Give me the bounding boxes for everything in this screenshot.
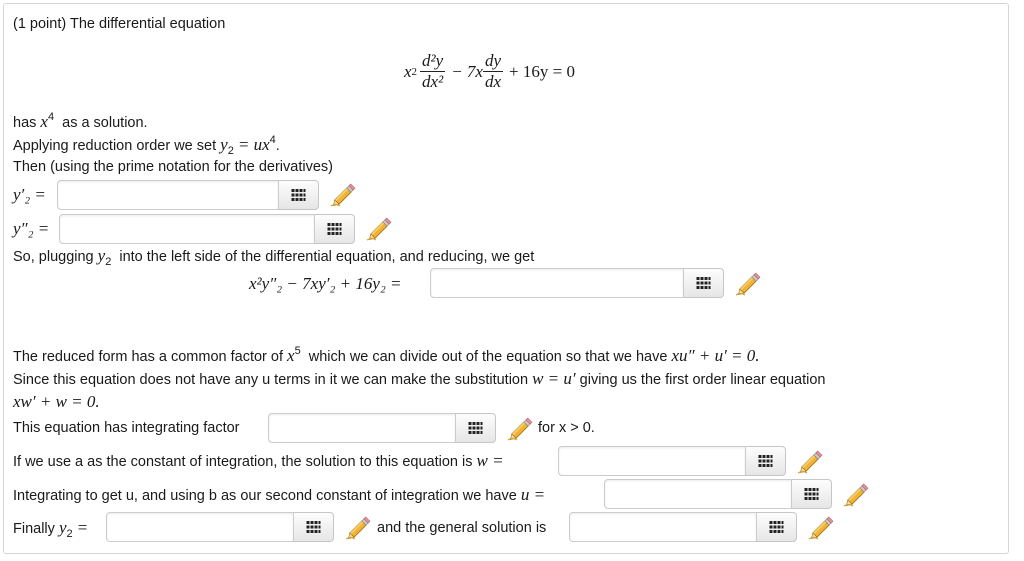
u-solution-input[interactable] xyxy=(604,479,792,509)
pencil-icon[interactable] xyxy=(735,270,763,298)
grid-icon xyxy=(468,422,483,434)
since-sub: w = u′ xyxy=(532,369,576,388)
set-exp: 4 xyxy=(269,134,276,146)
w-solution-palette-button[interactable] xyxy=(746,446,786,476)
y2-prime-label: y′₂ = xyxy=(13,185,46,204)
pencil-icon[interactable] xyxy=(366,215,394,243)
y2-double-prime-palette-button[interactable] xyxy=(315,214,355,244)
since-line xyxy=(13,370,826,389)
grid-icon xyxy=(327,223,342,235)
constant-a-text: If we use a as the constant of integration, the solution to this equation is xyxy=(13,454,473,470)
eq-x: x xyxy=(404,61,412,81)
integrating-u-text: Integrating to get u, and using b as our second constant of integration we have xyxy=(13,488,517,504)
y2-final-palette-button[interactable] xyxy=(294,512,334,542)
y2-sub: 2 xyxy=(227,145,234,157)
integrating-factor-palette-button[interactable] xyxy=(456,413,496,443)
for-x-label: for x > 0. xyxy=(538,420,595,436)
y2-sub-2: 2 xyxy=(105,256,112,268)
pencil-icon[interactable] xyxy=(507,415,535,443)
reduced-lhs-input[interactable] xyxy=(430,268,684,298)
grid-icon xyxy=(758,455,773,467)
y2-sub-3: 2 xyxy=(66,528,73,540)
w-solution-line xyxy=(13,452,504,471)
reduced-form-line: The reduced form has a common factor of $x^5$ which we can divide out of the equation so that we have xu″ + u′ = 0. xyxy=(13,345,760,365)
has-suffix: as a solution. xyxy=(62,115,148,131)
reduced-eq: xu″ + u′ = 0. xyxy=(671,346,760,365)
integrating-factor-input[interactable] xyxy=(268,413,456,443)
integrating-factor-label: This equation has integrating factor xyxy=(13,420,240,436)
y2-prime-palette-button[interactable] xyxy=(279,180,319,210)
plugging-rest: into the left side of the differential equation, and reducing, we get xyxy=(119,249,535,265)
pencil-icon[interactable] xyxy=(330,181,358,209)
set-eq: = ux xyxy=(237,135,270,154)
finally-line: Finally $y_2$ = xyxy=(13,518,89,540)
eq-d2y: d²y xyxy=(422,51,444,70)
lhs-expression: x²y″₂ − 7xy′₂ + 16y₂ = xyxy=(249,274,402,293)
reduced-exp: 5 xyxy=(294,345,301,357)
general-solution-label: and the general solution is xyxy=(377,520,547,536)
grid-icon xyxy=(696,277,711,289)
eq-dx: dx xyxy=(484,72,502,91)
reduced-pre: The reduced form has a common factor of xyxy=(13,349,283,365)
solution-term: x xyxy=(40,112,48,131)
then-line: Then (using the prime notation for the derivatives) xyxy=(13,159,333,175)
finally-text: Finally xyxy=(13,521,55,537)
eq-rest: + 16y = 0 xyxy=(509,61,575,81)
pencil-icon[interactable] xyxy=(808,514,836,542)
since-pre: Since this equation does not have any u terms in it we can make the substitution xyxy=(13,372,529,388)
reduced-post: which we can divide out of the equation so that we have xyxy=(308,349,668,365)
pencil-icon[interactable] xyxy=(843,481,871,509)
applying-text: Applying reduction order we set xyxy=(13,138,217,154)
y2-double-prime-input[interactable] xyxy=(59,214,315,244)
general-solution-input[interactable] xyxy=(569,512,757,542)
since-post: giving us the first order linear equation xyxy=(579,372,826,388)
has-prefix: has xyxy=(13,115,37,131)
first-order-eq: xw′ + w = 0. xyxy=(13,392,100,411)
eq-dydx-frac xyxy=(483,51,503,92)
plugging-text: So, plugging xyxy=(13,249,94,265)
u-solution-palette-button[interactable] xyxy=(792,479,832,509)
pencil-icon[interactable] xyxy=(797,448,825,476)
eq-minus7x: − 7x xyxy=(451,61,483,81)
plugging-line: So, plugging $y_2$ into the left side of the differential equation, and reducing, we get xyxy=(13,246,535,268)
differential-equation: x 2 $\frac{\text{d²y}}{\text{dx²}}$ − 7x $\frac{dy}{dx}$ + 16y = 0 xyxy=(404,51,575,91)
has-solution-line xyxy=(13,113,148,132)
w-solution-input[interactable] xyxy=(558,446,746,476)
eq-dy: dy xyxy=(484,51,502,70)
problem-intro: (1 point) The differential equation xyxy=(13,16,226,32)
u-eq: u = xyxy=(520,485,546,504)
pencil-icon[interactable] xyxy=(345,514,373,542)
reduced-lhs-palette-button[interactable] xyxy=(684,268,724,298)
w-eq: w = xyxy=(476,451,504,470)
eq-d2y-frac xyxy=(420,51,445,92)
applying-line: Applying reduction order we set $y_2 = ux^4$. xyxy=(13,134,280,157)
solution-exp: 4 xyxy=(47,111,55,123)
grid-icon xyxy=(306,521,321,533)
grid-icon xyxy=(291,189,306,201)
general-solution-palette-button[interactable] xyxy=(757,512,797,542)
grid-icon xyxy=(769,521,784,533)
grid-icon xyxy=(804,488,819,500)
y2-prime-input[interactable] xyxy=(57,180,279,210)
y2-final-input[interactable] xyxy=(106,512,294,542)
y2-double-prime-label: y″₂ = xyxy=(13,219,50,238)
u-solution-line xyxy=(13,486,545,505)
eq-dx2: dx² xyxy=(422,72,444,91)
